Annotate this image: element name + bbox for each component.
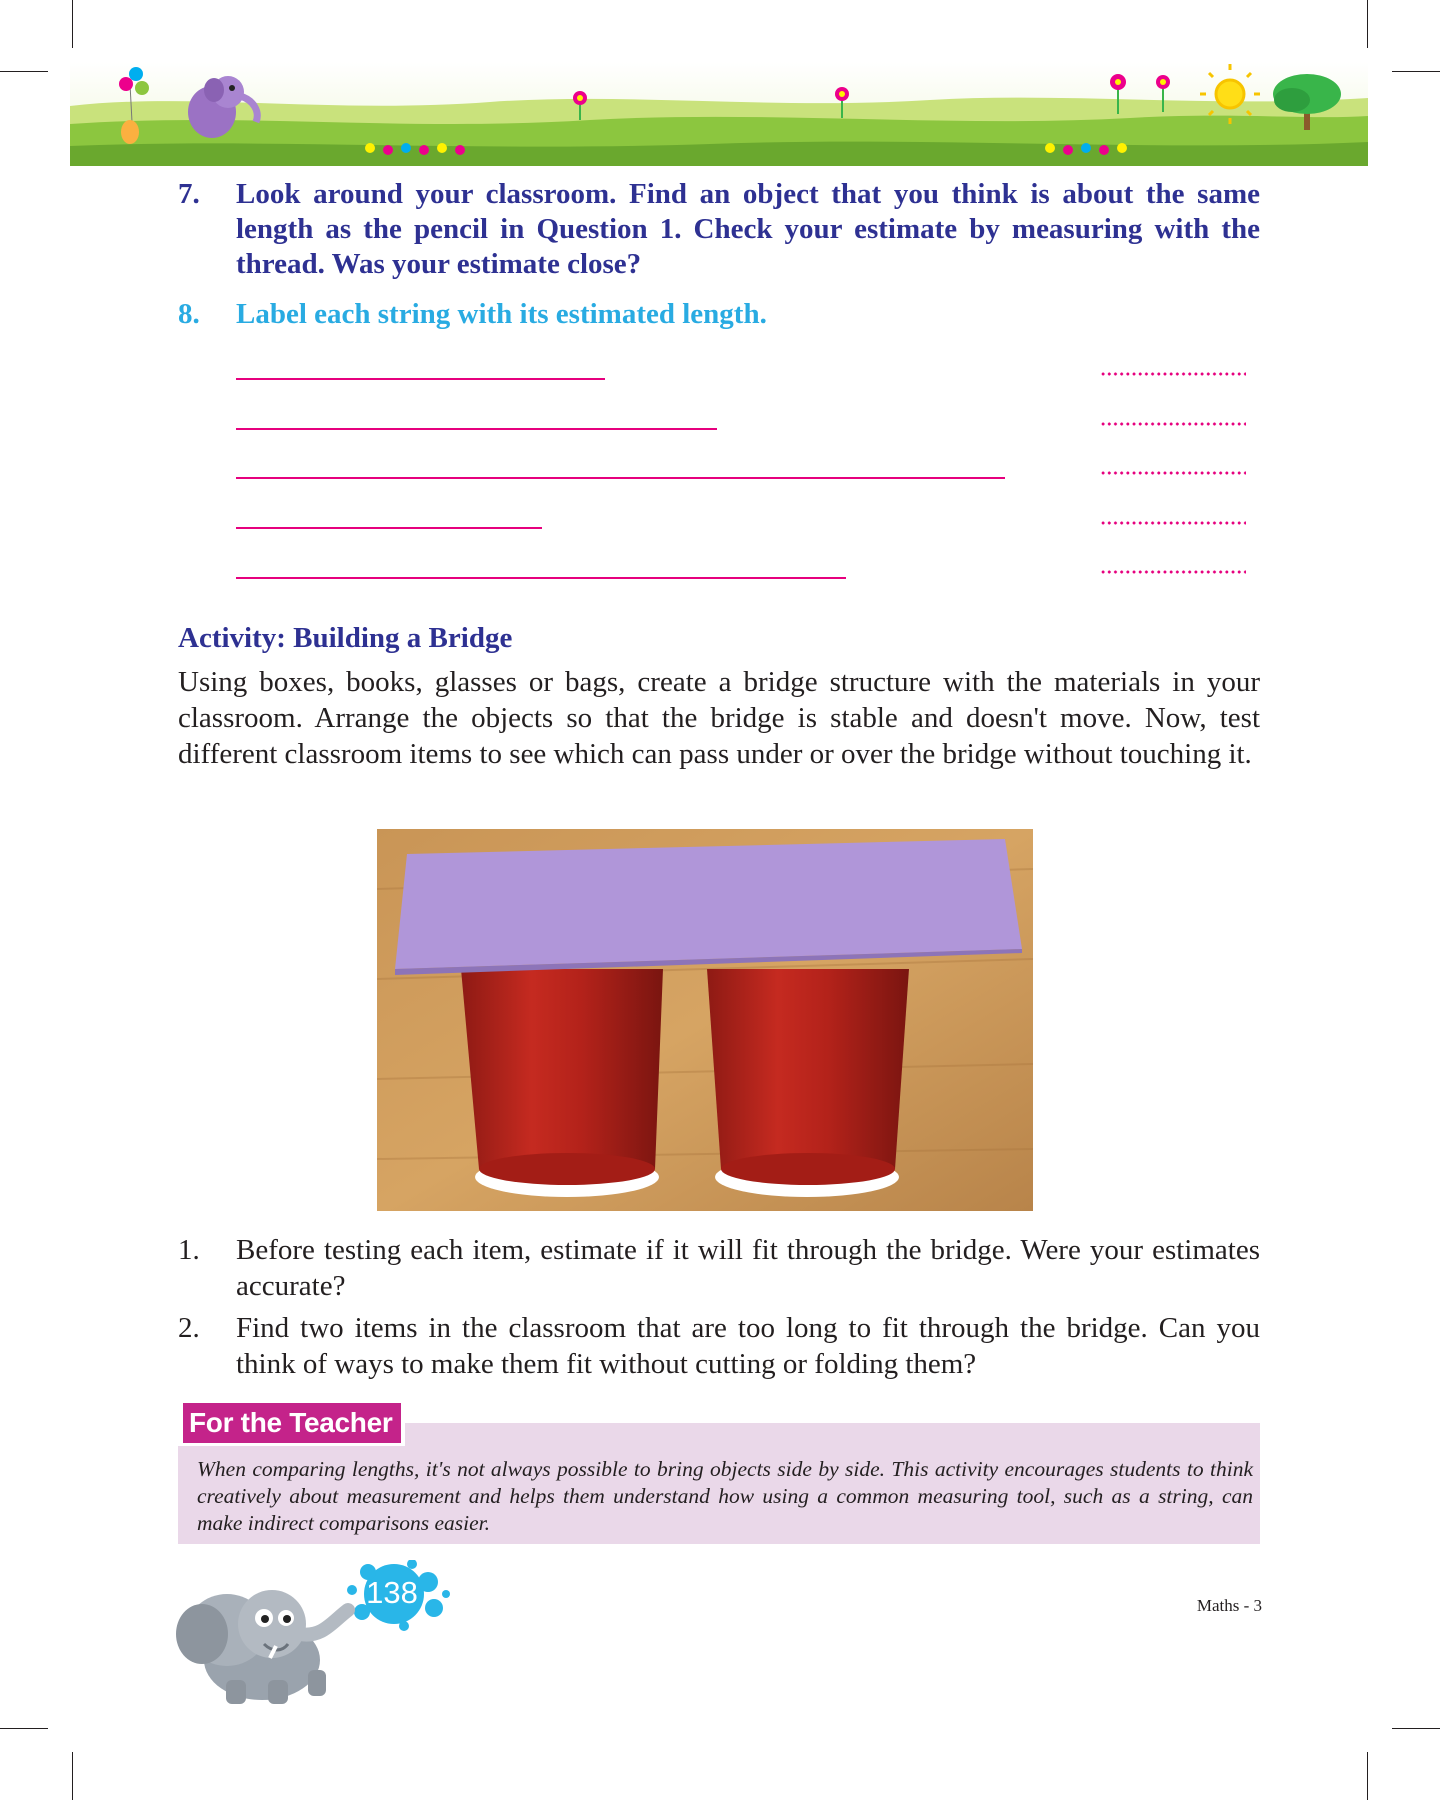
crop-mark [1392, 71, 1440, 72]
teacher-note-text: When comparing lengths, it's not always possible to bring objects side by side. This activity encourages students to think creatively about measurement and helps them understand how using a common measuring tool, such as a string, can make indirect comparisons easier. [197, 1457, 1253, 1535]
string-line [236, 378, 605, 380]
page-number: 138 [366, 1575, 418, 1610]
teacher-note-label: For the Teacher [183, 1403, 401, 1443]
estimate-blank[interactable] [1100, 521, 1246, 525]
activity-step-1 [178, 1232, 1260, 1304]
question-text: Look around your classroom. Find an object that you think is about the same length as the pencil in Question 1. Check your estimate by measuring with the thread. Was your estimate close? [236, 178, 1260, 280]
string-line [236, 527, 542, 529]
question-number: 7. [178, 178, 200, 210]
string-line [236, 477, 1005, 479]
activity-paragraph: Using boxes, books, glasses or bags, create a bridge structure with the materials in your classroom. Arrange the objects so that the bridge is stable and doesn't move. Now, test different classroom items to see which can pass under or over the bridge without touching it. [178, 666, 1260, 770]
step-number: 1. [178, 1234, 200, 1266]
book-title-footer: Maths - 3 [1196, 1596, 1262, 1615]
question-7 [178, 177, 1260, 282]
crop-mark [72, 0, 73, 48]
question-text: Label each string with its estimated length. [236, 298, 767, 330]
string-line [236, 577, 846, 579]
string-line [236, 428, 717, 430]
question-number: 8. [178, 298, 200, 330]
crop-mark [1367, 1752, 1368, 1800]
crop-mark [1367, 0, 1368, 48]
crop-mark [0, 1728, 48, 1729]
estimate-blank[interactable] [1100, 422, 1246, 426]
estimate-blank[interactable] [1100, 570, 1246, 574]
bridge-photo [377, 829, 1033, 1211]
activity-title: Activity: Building a Bridge [178, 622, 513, 654]
crop-mark [1392, 1728, 1440, 1729]
step-number: 2. [178, 1312, 200, 1344]
question-8 [178, 297, 1260, 332]
header-banner-illustration [70, 62, 1368, 166]
crop-mark [0, 71, 48, 72]
step-text: Find two items in the classroom that are too long to fit through the bridge. Can you think of ways to make them fit without cutting or folding them? [236, 1312, 1260, 1380]
estimate-blank[interactable] [1100, 471, 1246, 475]
estimate-blank[interactable] [1100, 372, 1246, 376]
activity-step-2 [178, 1310, 1260, 1382]
crop-mark [72, 1752, 73, 1800]
step-text: Before testing each item, estimate if it will fit through the bridge. Were your estimates accurate? [236, 1234, 1260, 1302]
